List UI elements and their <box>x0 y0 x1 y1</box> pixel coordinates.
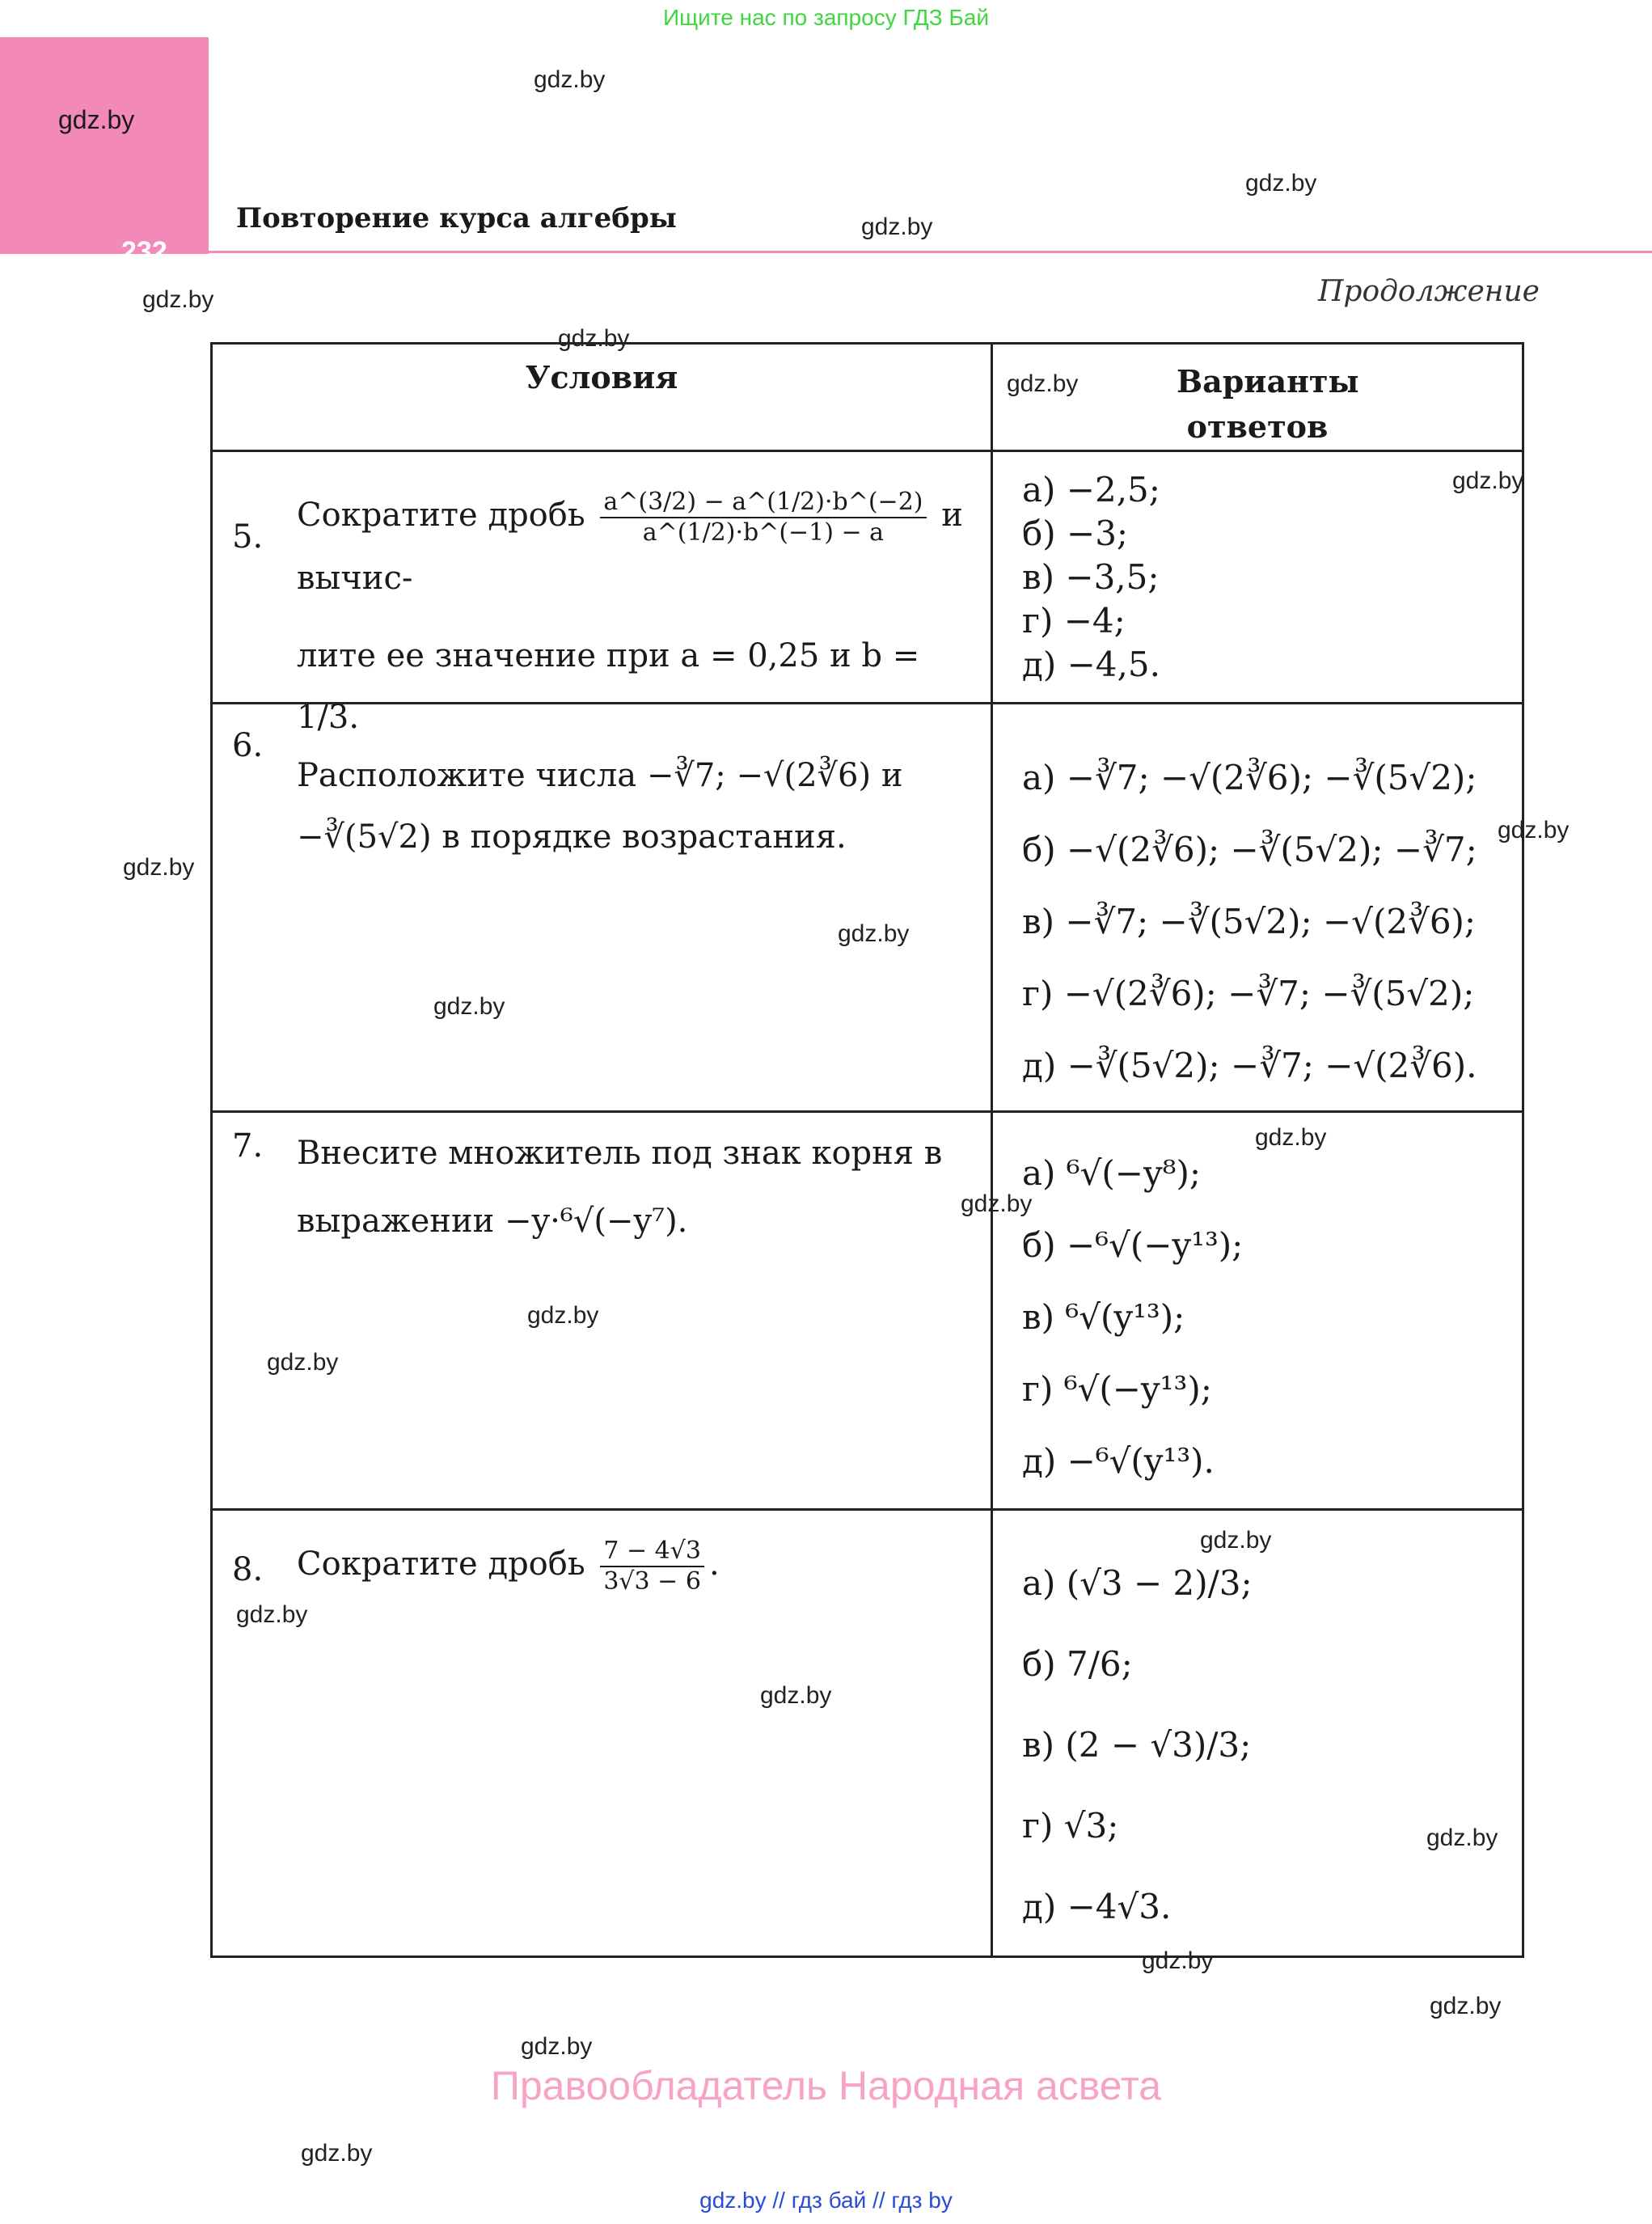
watermark: gdz.by <box>1200 1527 1272 1554</box>
fraction-numerator: 7 − 4√3 <box>600 1537 704 1567</box>
task-answers <box>992 451 1523 704</box>
task-number: 8. <box>232 1551 264 1588</box>
answer-option: б) −3; <box>1022 514 1129 553</box>
task-text-part: выражении −y·⁶√(−y⁷). <box>297 1203 688 1240</box>
watermark: gdz.by <box>534 66 606 93</box>
fraction <box>600 488 926 548</box>
answer-option: а) −∛7; −√(2∛6); −∛(5√2); <box>1022 758 1477 797</box>
task-text-part: Расположите числа −∛7; −√(2∛6) и <box>297 757 903 794</box>
continuation-label: Продолжение <box>1318 275 1540 308</box>
answer-list <box>1022 742 1514 1101</box>
header-answers-text: Варианты ответов <box>1177 363 1359 445</box>
answer-list <box>1022 1543 1514 1947</box>
watermark: gdz.by <box>267 1349 339 1376</box>
answer-option: д) −⁶√(y¹³). <box>1022 1441 1215 1481</box>
fraction-denominator: a^(1/2)·b^(−1) − a <box>642 518 885 547</box>
answer-option: в) (2 − √3)/3; <box>1022 1725 1252 1765</box>
watermark: gdz.by <box>1498 817 1570 844</box>
task-row <box>212 1510 1523 1957</box>
answer-option: в) ⁶√(y¹³); <box>1022 1297 1185 1337</box>
task-answers <box>992 704 1523 1112</box>
task-row <box>212 451 1523 704</box>
tasks-table <box>210 342 1524 1958</box>
page-number: 232 <box>121 236 167 267</box>
fraction <box>600 1537 704 1596</box>
answer-option: г) √3; <box>1022 1806 1119 1846</box>
task-answers <box>992 1510 1523 1957</box>
watermark: gdz.by <box>1007 370 1079 397</box>
task-condition <box>212 1510 992 1957</box>
task-number: 6. <box>232 727 264 764</box>
fraction-denominator: 3√3 − 6 <box>603 1567 701 1596</box>
watermark: gdz.by <box>760 1682 832 1709</box>
header-conditions: Условия <box>212 344 992 451</box>
watermark: gdz.by <box>838 920 910 947</box>
section-title: Повторение курса алгебры <box>236 202 677 235</box>
task-text <box>297 1119 966 1255</box>
top-search-banner[interactable]: Ищите нас по запросу ГДЗ Бай <box>662 5 990 30</box>
watermark: gdz.by <box>1255 1124 1327 1151</box>
watermark: gdz.by <box>1245 170 1317 197</box>
answer-list <box>1022 1137 1514 1497</box>
answer-option: г) −4; <box>1022 601 1126 641</box>
watermark: gdz.by <box>236 1601 308 1628</box>
header-rule <box>209 251 1652 253</box>
task-text-part: . <box>708 1545 720 1583</box>
watermark: gdz.by <box>521 2033 593 2060</box>
answer-option: а) (√3 − 2)/3; <box>1022 1563 1253 1603</box>
watermark: gdz.by <box>527 1302 599 1329</box>
fraction-numerator: a^(3/2) − a^(1/2)·b^(−2) <box>600 488 926 518</box>
watermark: gdz.by <box>301 2140 373 2167</box>
footer-links[interactable]: gdz.by // гдз бай // гдз by <box>699 2188 953 2213</box>
task-row <box>212 704 1523 1112</box>
answer-option: д) −4,5. <box>1022 645 1160 684</box>
watermark: gdz.by <box>1430 1993 1502 2019</box>
watermark: gdz.by <box>1142 1947 1214 1974</box>
task-number: 5. <box>232 518 264 556</box>
task-text-part: лите ее значение при a = 0,25 и b = 1/3. <box>297 637 920 736</box>
task-text <box>297 1533 966 1596</box>
task-text-part: и вычис- <box>297 497 963 597</box>
answer-option: д) −4√3. <box>1022 1887 1172 1926</box>
task-condition <box>212 451 992 736</box>
task-text <box>297 745 966 868</box>
task-row <box>212 1112 1523 1510</box>
task-answers <box>992 1112 1523 1510</box>
site-label: gdz.by <box>58 105 135 134</box>
footer-rights: Правообладатель Народная асвета <box>490 2063 1162 2108</box>
task-text-part: Сократите дробь <box>297 1545 585 1583</box>
task-condition <box>212 1112 992 1510</box>
task-text-part: Внесите множитель под знак корня в <box>297 1135 943 1172</box>
watermark: gdz.by <box>861 214 933 240</box>
answer-option: в) −3,5; <box>1022 557 1160 597</box>
watermark: gdz.by <box>1452 467 1524 494</box>
watermark: gdz.by <box>558 325 630 352</box>
answer-option: д) −∛(5√2); −∛7; −√(2∛6). <box>1022 1046 1477 1085</box>
task-text-part: −∛(5√2) в порядке возрастания. <box>297 818 847 856</box>
watermark: gdz.by <box>433 993 505 1020</box>
answer-option: в) −∛7; −∛(5√2); −√(2∛6); <box>1022 902 1477 941</box>
watermark: gdz.by <box>1426 1824 1498 1851</box>
task-number: 7. <box>232 1127 264 1165</box>
watermark: gdz.by <box>961 1190 1033 1217</box>
answer-option: а) −2,5; <box>1022 470 1160 509</box>
answer-option: б) −√(2∛6); −∛(5√2); −∛7; <box>1022 830 1477 869</box>
answer-option: г) −√(2∛6); −∛7; −∛(5√2); <box>1022 974 1475 1013</box>
answer-list <box>1022 468 1514 687</box>
watermark: gdz.by <box>142 286 214 313</box>
answer-option: б) −⁶√(−y¹³); <box>1022 1225 1244 1265</box>
answer-option: а) ⁶√(−y⁸); <box>1022 1153 1202 1193</box>
answer-option: б) 7/6; <box>1022 1644 1133 1684</box>
watermark: gdz.by <box>123 854 195 881</box>
answer-option: г) ⁶√(−y¹³); <box>1022 1369 1212 1409</box>
task-condition <box>212 704 992 1112</box>
page-tab <box>0 37 209 267</box>
task-text-part: Сократите дробь <box>297 497 585 534</box>
